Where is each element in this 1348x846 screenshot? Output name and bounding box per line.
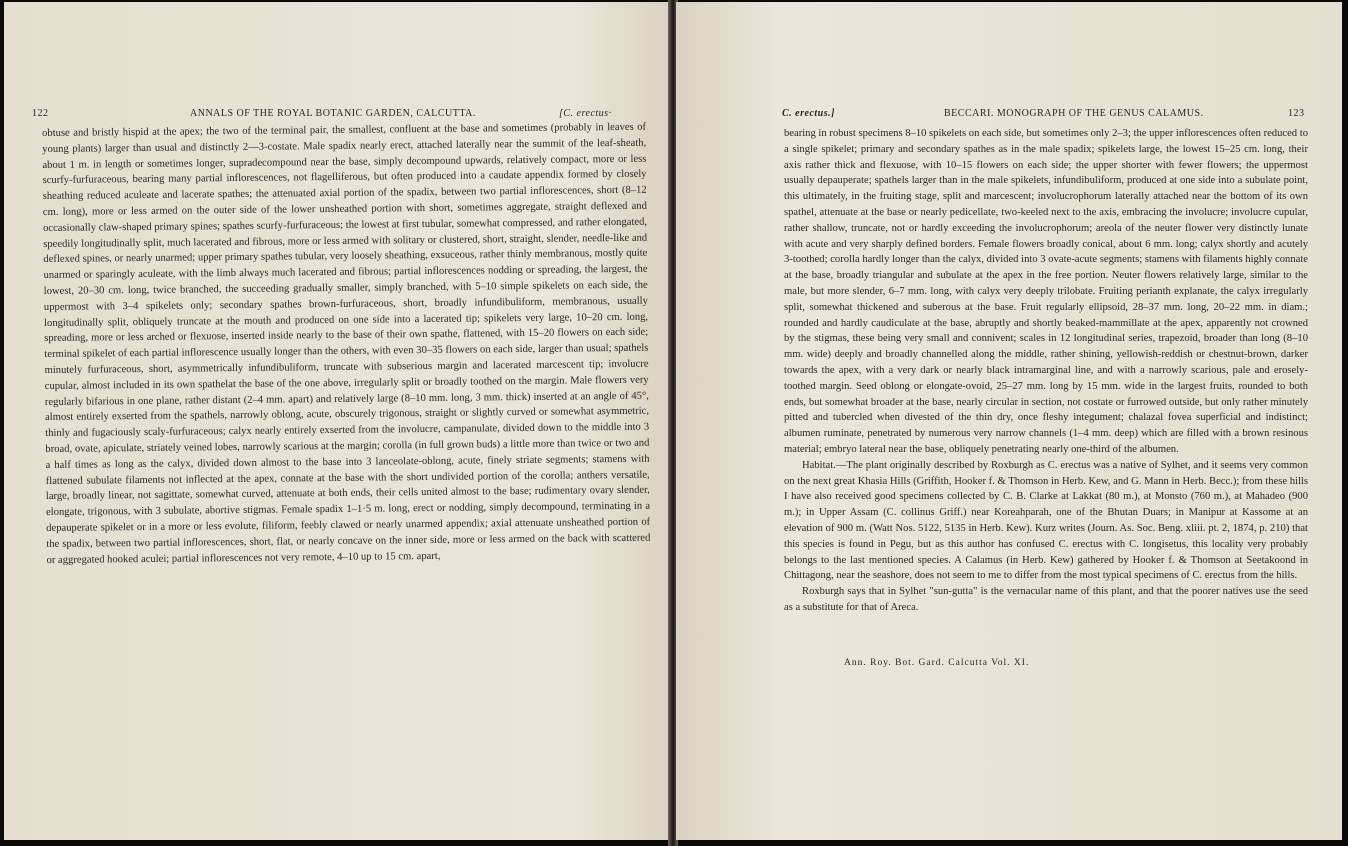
running-head: BECCARI. MONOGRAPH OF THE GENUS CALAMUS. — [944, 108, 1204, 119]
page-number: 123 — [1288, 108, 1305, 119]
right-page — [676, 2, 1342, 840]
paragraph-habitat: Habitat.—The plant originally described by Roxburgh as C. erectus was a native of Sylhet, and it seems very common on the next great Khasia Hills (Griffith, Hooker f. & Thomson in Herb. Kew, and G. Mann in Herb. Becc.); from these hills I have also received good specimens collected by C. B. Clarke at Lakkat (80 m.), at Monsto (760 m.), at Mahadeo (900 m.); in Upper Assam (C. collinus Griff.) near Koreahparah, one of the Bhutan Duars; in Manipur at Kassome at an elevation of 900 m. (Watt Nos. 5122, 5135 in Herb. Kew). Kurz writes (Journ. As. Soc. Beng. xliii. pt. 2, 1874, p. 210) that this species is found in Pegu, but as this author has confused C. erectus with C. longisetus, this locality very probably belongs to the last mentioned species. A Calamus (in Herb. Kew) gathered by Hooker f. & Thomson at Seetakoond in Chittagong, near the seashore, does not seem to me to differ from the most typical specimens of C. erectus from the hills. — [784, 459, 1308, 582]
page-footer: Ann. Roy. Bot. Gard. Calcutta Vol. XI. — [844, 658, 1030, 668]
body-text — [784, 126, 1308, 616]
section-tag: [C. erectus· — [559, 108, 612, 119]
body-text — [42, 120, 651, 569]
paragraph: obtuse and bristly hispid at the apex; the two of the terminal pair, the smallest, confluent at the base and sometimes (probably in leaves of young plants) larger than usual and distinctly 2—3-costate. Male spadix nearly erect, attached laterally near the summit of the leaf-sheath, about 1 m. in length or sometimes longer, supradecompound near the base, simply decompound upwards, relatively compact, more or less scurfy-furfuraceous, bearing many partial inflorescences, not flagelliferous, but often produced into a caudate appendix formed by closely sheathing reduced aculeate and lacerate spathes; the attenuated axial portion of the spadix, between two partial inflorescences, short (8–12 cm. long), more or less armed on the outer side of the lower unsheathed portion with short, sometimes aggregate, straight deflexed and occasionally claw-shaped primary spines; spathes scurfy-furfuraceous; the lowest at first tubular, somewhat compressed, and rather elongated, speedily longitudinally split, much lacerated and fibrous, more or less armed with solitary or clustered, short, straight, slender, needle-like and deflexed spines, or nearly unarmed; upper primary spathes tubular, very loosely sheathing, exsuceous, rather thinly membranous, mostly quite unarmed or sparingly aculeate, with the limb always much lacerated and fibrous; partial inflorescences nodding or spreading, the largest, the lowest, 20–30 cm. long, twice branched, the succeeding gradually smaller, simply branched, with 5–10 simple spikelets on each side, the uppermost with 3–4 spikelets only; secondary spathes brown-furfuraceous, short, broadly infundibuliform, membranous, usually longitudinally split, obliquely truncate at the mouth and produced on one side into a lacerated tip; spikelets very large, 10–20 cm. long, spreading, more or less arched or flexuose, inserted inside nearly to the base of their own spathe, flattened, with 15–20 flowers on each side; terminal spikelet of each partial inflorescence usually longer than the others, with even 30–35 flowers on each side, larger than usual; spathels minutely furfuraceous, short, asymmetrically infundibuliform, truncate with subserious margin and lacerated marcescent tip; involucre cupular, almost included in its own spathelat the base of the one above, irregularly split or broadly toothed on the margin. Male flowers very regularly bifarious in one plane, rather distant (2–4 mm. apart) and relatively large (8–10 mm. long, 3 mm. thick) inserted at an angle of 45°, almost entirely exserted from the spathels, narrowly oblong, acute, obscurely trigonous, straight or slightly curved or somewhat asymmetric, thinly and fugaciously scaly-furfuraceous; calyx nearly entirely exserted from the involucre, campanulate, divided down to the middle into 3 broad, ovate, apiculate, striately veined lobes, narrowly scarious at the margin; corolla (in full grown buds) a little more than twice or two and a half times as long as the calyx, divided down almost to the base into 3 lanceolate-oblong, acute, finely striate segments; stamens with flattened subulate filaments not inflected at the apex, connate at the base with the short undivided portion of the corolla; anthers versatile, large, broadly linear, not sagittate, somewhat curved, attenuate at both ends, their cells united almost to the base; rudimentary ovary slender, elongate, trigonous, with 3 subulate, abortive stigmas. Female spadix 1–1·5 m. long, erect or nodding, simply decompound, terminating in a depauperate spikelet or in a more or less evolute, filiform, feebly clawed or nearly unarmed appendix; axial attenuate unsheathed portion of the spadix, between two partial inflorescences, short, flat, or nearly concave on the inner side, more or less armed on the back with scattered or aggregated hooked aculei; partial inflorescences not very remote, 4–10 up to 15 cm. apart, — [42, 121, 651, 566]
page-number: 122 — [32, 108, 49, 119]
left-page — [4, 2, 670, 840]
paragraph: bearing in robust specimens 8–10 spikelets on each side, but sometimes only 2–3; the upper inflorescences often reduced to a single spikelet; primary and secondary spathes as in the male spadix; spikelets large, the lowest 15–25 cm. long, their axis rather thick and flexuose, with 10–15 flowers on each side; the upper shorter with fewer flowers; the uppermost usually depauperate; spathels larger than in the male spikelets, infundibuliform, produced at one side into a subulate point, this ultimately, in the fruiting stage, split and marcescent; involucrophorum laterally attached near the bottom of its own spathel, attenuate at the base or nearly pedicellate, two-keeled next to the axis, embracing the involucre; involucre cupular, rather shallow, truncate, not or hardly exceeding the involucrophorum; areola of the neuter flower very distinctly lunate with acute and very sharply defined borders. Female flowers broadly conical, about 6 mm. long; calyx shortly and acutely 3-toothed; corolla hardly longer than the calyx, divided into 3 ovate-acute segments; stamens with filaments highly connate at the base, broadly triangular and subulate at the apex in the free portion. Neuter flowers relatively large, similar to the male, but more slender, 6–7 mm. long, with calyx very deeply trilobate. Fruiting perianth explanate, the calyx irregularly split, somewhat thickened and suberous at the base. Fruit regularly ellipsoid, 28–37 mm. long, 20–22 mm. in diam.; rounded and hardly caudiculate at the base, abruptly and shortly beaked-mammillate at the apex, apparently not crowned by the stigmas, these being very small and connivent; scales in 12 longitudinal series, trapezoid, broader than long (8–10 mm. wide) deeply and broadly channelled along the middle, rather shining, yellowish-reddish or chestnut-brown, darker towards the apex, with a very dark or nearly black intramarginal line, and with a narrowly scarious, pale and erosely-toothed margin. Seed oblong or elongate-ovoid, 25–27 mm. long by 15 mm. wide in the largest fruits, rounded to both ends, but somewhat broader at the base, nearly circular in section, not costate or furrowed outside, but only rather minutely pitted and tubercled when divested of the thin dry, once fleshy integument; chalazal fovea superficial and indistinct; albumen ruminate, penetrated by numerous very narrow channels (1–4 mm. deep) which are filled with a brown resinous material; embryo lateral near the base, obliquely penetrating nearly one-third of the albumen. — [784, 128, 1308, 455]
paragraph: Roxburgh says that in Sylhet "sun-gutta" is the vernacular name of this plant, and that the poorer natives use the seed as a substitute for that of Areca. — [784, 586, 1308, 613]
section-tag: C. erectus.] — [782, 108, 835, 119]
running-head: ANNALS OF THE ROYAL BOTANIC GARDEN, CALCUTTA. — [190, 108, 476, 119]
